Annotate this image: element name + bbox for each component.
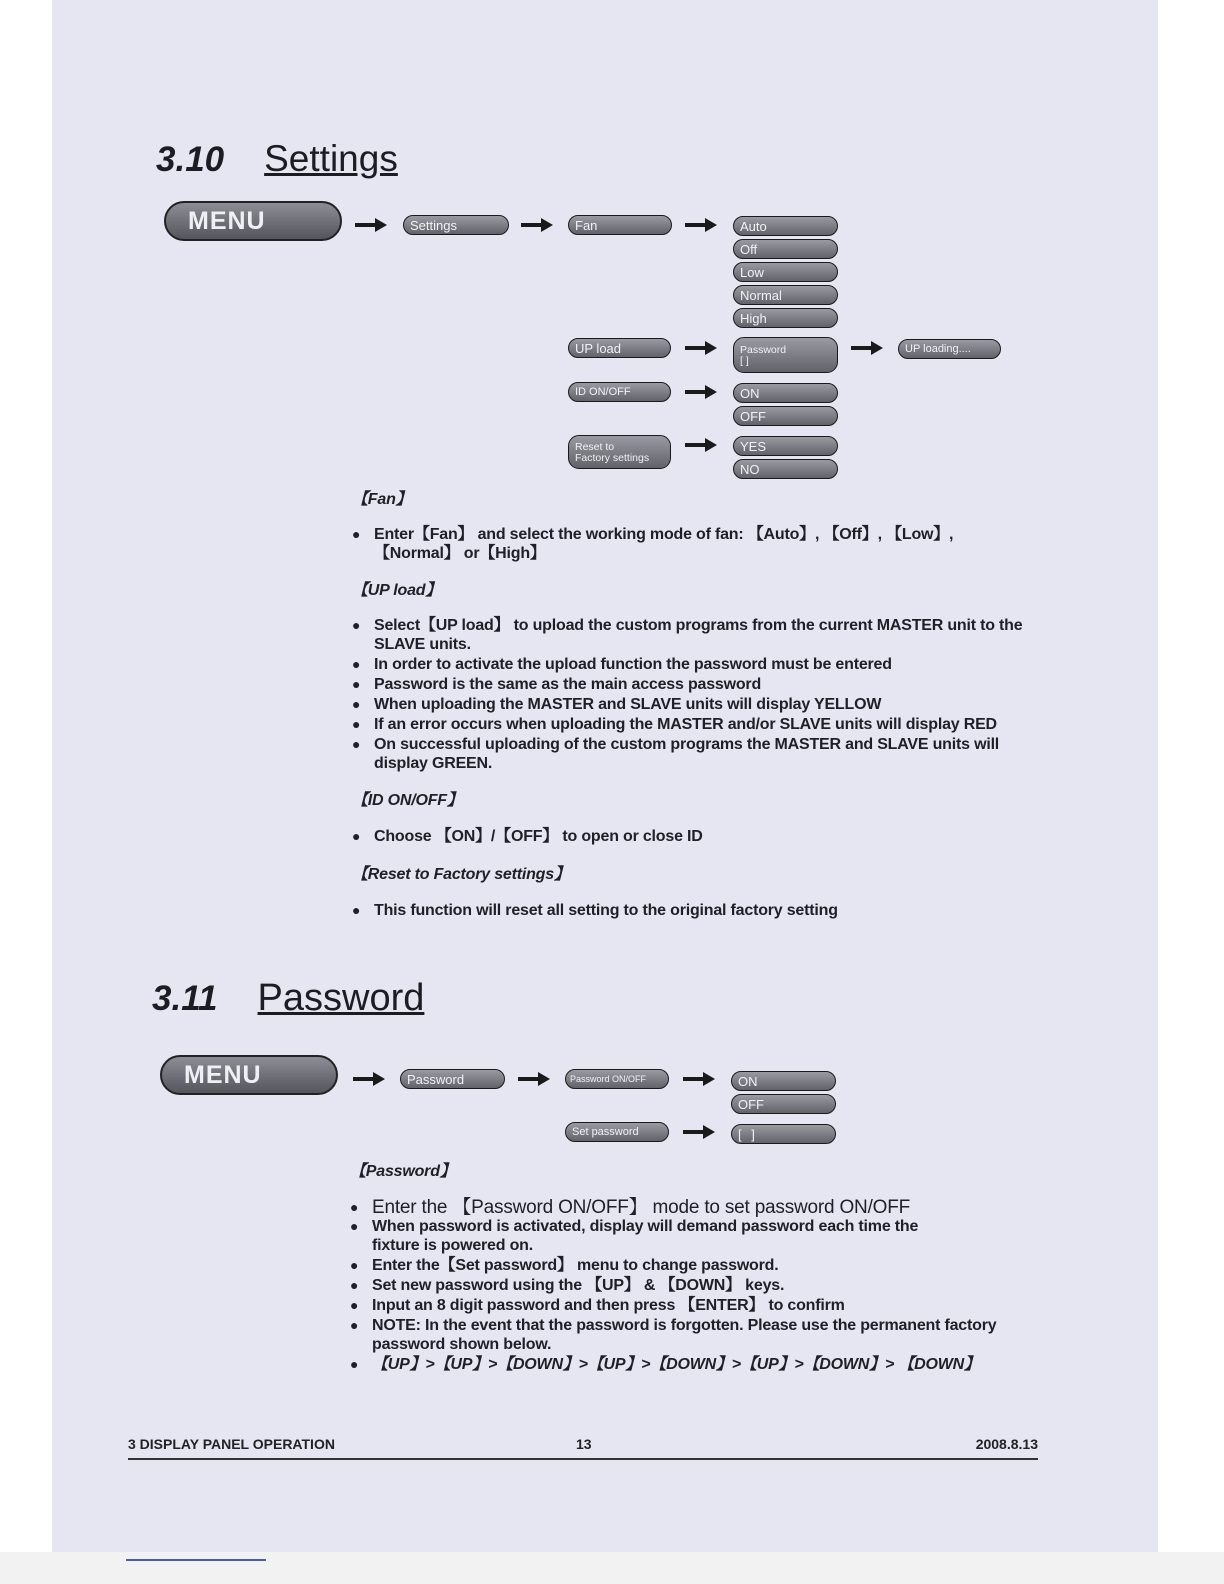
fan-bullet-line2: 【Normal】 or【High】 <box>374 545 546 562</box>
menu-key: MENU <box>160 1055 338 1095</box>
menu-item-id-onoff: ID ON/OFF <box>568 382 671 402</box>
footer-chapter: 3 DISPLAY PANEL OPERATION <box>128 1436 335 1452</box>
id-heading: 【ID ON/OFF】 <box>352 792 463 809</box>
fan-heading: 【Fan】 <box>352 491 412 508</box>
menu-item-fan: Fan <box>568 215 672 235</box>
password-bullet: ● Enter the【Set password】 menu to change password. <box>350 1256 1070 1275</box>
section-title: Password <box>257 977 425 1019</box>
menu-item-set-password: Set password <box>565 1122 669 1142</box>
fan-option-off: Off <box>733 239 838 259</box>
reset-heading: 【Reset to Factory settings】 <box>352 866 570 883</box>
password-option-on: ON <box>731 1071 836 1091</box>
id-option-on: ON <box>733 383 838 403</box>
section-number: 3.11 <box>152 979 218 1018</box>
fan-section-text <box>352 490 1072 563</box>
menu-key: MENU <box>164 201 342 241</box>
page-footer <box>128 1436 1038 1460</box>
set-password-box: [ ] <box>731 1124 836 1144</box>
uploading-status: UP loading.... <box>898 339 1001 359</box>
password-entry-brackets: [ ] <box>740 355 749 367</box>
menu-item-settings: Settings <box>403 215 509 235</box>
arrow-right-icon <box>685 385 717 399</box>
footer-rule <box>128 1458 1038 1460</box>
arrow-right-icon <box>518 1072 550 1086</box>
fan-option-high: High <box>733 308 838 328</box>
password-option-off: OFF <box>731 1094 836 1114</box>
fan-option-low: Low <box>733 262 838 282</box>
fan-bullet-line1: ● Enter【Fan】 and select the working mode of fan: 【Auto】, 【Off】, 【Low】, <box>374 526 954 543</box>
reset-option-no: NO <box>733 459 838 479</box>
arrow-right-icon <box>683 1125 715 1139</box>
section-heading-settings <box>156 138 398 180</box>
reset-option-yes: YES <box>733 436 838 456</box>
upload-bullet: ● On successful uploading of the custom programs the MASTER and SLAVE units will display GREEN. <box>352 735 1034 773</box>
upload-bullet: ● When uploading the MASTER and SLAVE units will display YELLOW <box>352 695 1062 714</box>
arrow-right-icon <box>521 218 553 232</box>
document-page <box>52 0 1158 1584</box>
fan-option-auto: Auto <box>733 216 838 236</box>
password-heading: 【Password】 <box>350 1163 456 1180</box>
section-title: Settings <box>264 138 398 179</box>
upload-bullet: ● Select【UP load】 to upload the custom programs from the current MASTER unit to the SLAVE units. <box>352 616 1062 654</box>
arrow-right-icon <box>355 218 387 232</box>
reset-label-line1: Reset to <box>575 441 615 453</box>
password-bullet: ● Enter the 【Password ON/OFF】 mode to set password ON/OFF <box>350 1198 1070 1217</box>
arrow-right-icon <box>353 1072 385 1086</box>
bottom-strip <box>0 1552 1224 1584</box>
reset-label-line2: Factory settings <box>575 452 650 464</box>
arrow-right-icon <box>685 438 717 452</box>
upload-bullet: ● In order to activate the upload function the password must be entered <box>352 655 1062 674</box>
section-number: 3.10 <box>156 140 225 179</box>
id-section-text <box>352 791 1052 846</box>
password-entry-box <box>733 337 838 373</box>
password-bullet: ● When password is activated, display will demand password each time the fixture is powered on. <box>350 1217 962 1255</box>
footer-date: 2008.8.13 <box>975 1436 1038 1452</box>
link-underline <box>126 1559 266 1561</box>
footer-page-number: 13 <box>576 1436 592 1452</box>
menu-item-password: Password <box>400 1069 505 1089</box>
password-bullet: ● Input an 8 digit password and then press 【ENTER】 to confirm <box>350 1296 1070 1315</box>
fan-bullet <box>352 525 1072 563</box>
menu-item-password-onoff: Password ON/OFF <box>565 1069 669 1089</box>
upload-bullet: ● Password is the same as the main access password <box>352 675 1062 694</box>
section-heading-password <box>152 977 424 1020</box>
password-bullet: ● NOTE: In the event that the password is forgotten. Please use the permanent factory password shown below. <box>350 1316 1032 1354</box>
factory-password-sequence: ● 【UP】>【UP】>【DOWN】>【UP】>【DOWN】>【UP】>【DOWN】> 【DOWN】 <box>350 1355 1070 1374</box>
arrow-right-icon <box>683 1072 715 1086</box>
password-entry-label: Password <box>740 344 787 356</box>
upload-bullet: ● If an error occurs when uploading the MASTER and/or SLAVE units will display RED <box>352 715 1062 734</box>
upload-heading: 【UP load】 <box>352 582 442 599</box>
reset-bullet: ● This function will reset all setting to the original factory setting <box>352 901 1052 920</box>
reset-section-text <box>352 865 1052 920</box>
fan-option-normal: Normal <box>733 285 838 305</box>
id-option-off: OFF <box>733 406 838 426</box>
upload-section-text <box>352 581 1062 773</box>
arrow-right-icon <box>851 341 883 355</box>
password-section-text <box>350 1162 1070 1374</box>
menu-item-reset-factory <box>568 435 671 469</box>
arrow-right-icon <box>685 218 717 232</box>
arrow-right-icon <box>685 341 717 355</box>
id-bullet: ● Choose 【ON】/【OFF】 to open or close ID <box>352 827 1052 846</box>
menu-item-upload: UP load <box>568 338 671 358</box>
password-bullet: ● Set new password using the 【UP】 & 【DOWN】 keys. <box>350 1276 1070 1295</box>
